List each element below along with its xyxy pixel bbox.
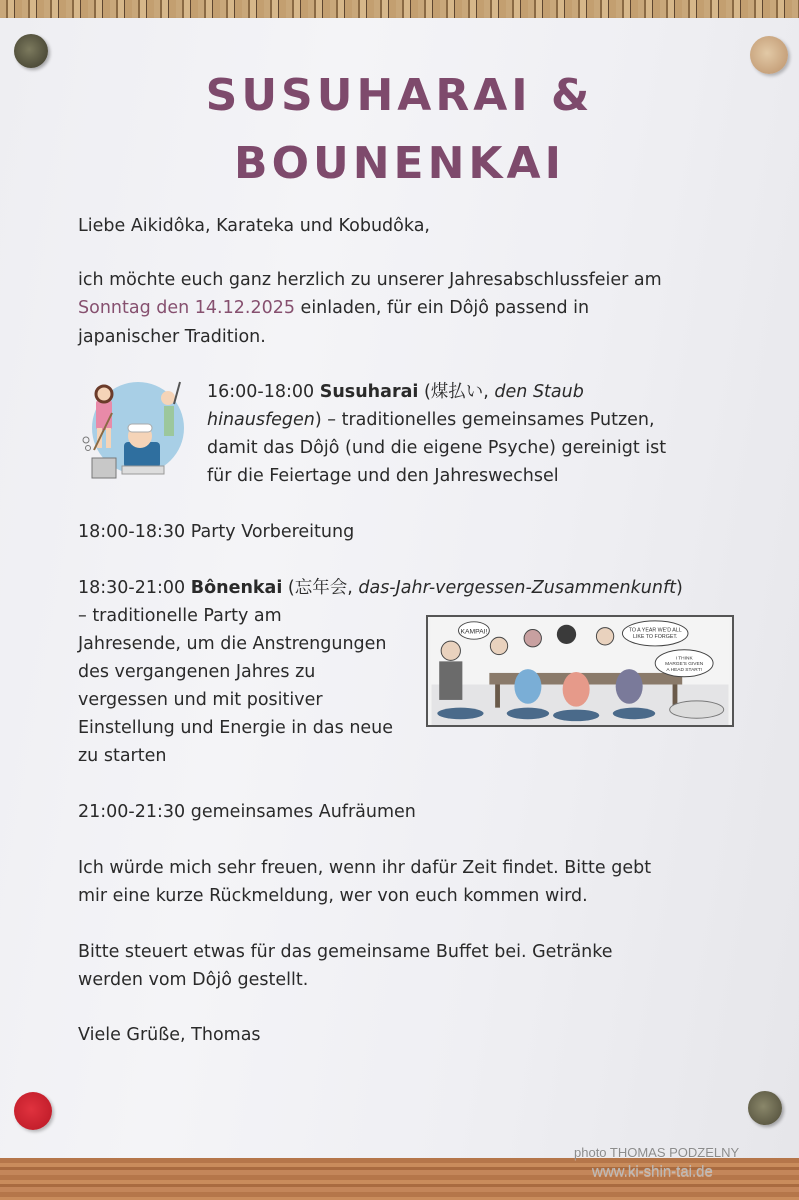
pushpin-top-left-icon (14, 34, 48, 68)
website-credit: www.ki-shin-tai.de (592, 1163, 713, 1180)
cleanup: 21:00-21:30 gemeinsames Aufräumen (78, 802, 416, 822)
party-comic (426, 615, 734, 727)
request-line-1: Ich würde mich sehr freuen, wenn ihr dafür Zeit findet. Bitte gebt (78, 858, 652, 878)
pushpin-bottom-right-icon (748, 1091, 782, 1125)
bonenkai-desc-6: zu starten (78, 746, 167, 766)
bonenkai-desc-4: vergessen und mit positiver (78, 690, 323, 710)
svg-text:KAMPAI!: KAMPAI! (460, 628, 488, 636)
photo-credit: photo THOMAS PODZELNY (574, 1145, 740, 1160)
bonenkai-name: Bônenkai (190, 578, 283, 598)
susuharai-name: Susuharai (319, 382, 419, 402)
intro-line-1: ich möchte euch ganz herzlich zu unserer Jahresabschlussfeier am (78, 270, 662, 290)
susuharai-line-1: 16:00-18:00 Susuharai (煤払い, den Staub (207, 382, 584, 402)
bonenkai-desc-2: Jahresende, um die Anstrengungen (78, 634, 387, 654)
signoff: Viele Grüße, Thomas (78, 1025, 261, 1045)
party-preparation: 18:00-18:30 Party Vorbereitung (78, 522, 355, 542)
intro-line-3: japanischer Tradition. (78, 327, 266, 347)
svg-text:LIKE TO FORGET.: LIKE TO FORGET. (632, 634, 678, 641)
susuharai-line-2: hinausfegen) – traditionelles gemeinsames Putzen, (207, 410, 655, 430)
title-line-1: SUSUHARAI & (205, 70, 594, 121)
greeting: Liebe Aikidôka, Karateka und Kobudôka, (78, 216, 430, 236)
susuharai-line-3: damit das Dôjô (und die eigene Psyche) gereinigt ist (207, 438, 667, 458)
intro-line-2: Sonntag den 14.12.2025 einladen, für ein Dôjô passend in (78, 298, 590, 318)
bonenkai-desc-5: Einstellung und Energie in das neue (78, 718, 394, 738)
susuharai-line-4: für die Feiertage und den Jahreswechsel (207, 466, 559, 486)
pushpin-top-right-icon (750, 36, 788, 74)
event-date: Sonntag den 14.12.2025 (78, 298, 295, 318)
svg-text:I THINK: I THINK (675, 656, 693, 662)
request-line-2: mir eine kurze Rückmeldung, wer von euch kommen wird. (78, 886, 588, 906)
bonenkai-desc-3: des vergangenen Jahres zu (78, 662, 316, 682)
pushpin-bottom-left-icon (14, 1092, 52, 1130)
svg-text:TO A YEAR WE'D ALL: TO A YEAR WE'D ALL (628, 627, 682, 634)
cleaning-illustration (82, 378, 190, 486)
svg-text:MARGE'S GIVEN: MARGE'S GIVEN (665, 662, 704, 668)
bonenkai-desc-1: – traditionelle Party am (78, 606, 282, 626)
buffet-line-2: werden vom Dôjô gestellt. (78, 970, 309, 990)
bonenkai-line-1: 18:30-21:00 Bônenkai (忘年会, das-Jahr-vergessen-Zusammenkunft) (78, 578, 683, 598)
buffet-line-1: Bitte steuert etwas für das gemeinsame Buffet bei. Getränke (78, 942, 613, 962)
title-line-2: BOUNENKAI (234, 138, 565, 189)
svg-text:A HEAD START!: A HEAD START! (666, 668, 702, 673)
